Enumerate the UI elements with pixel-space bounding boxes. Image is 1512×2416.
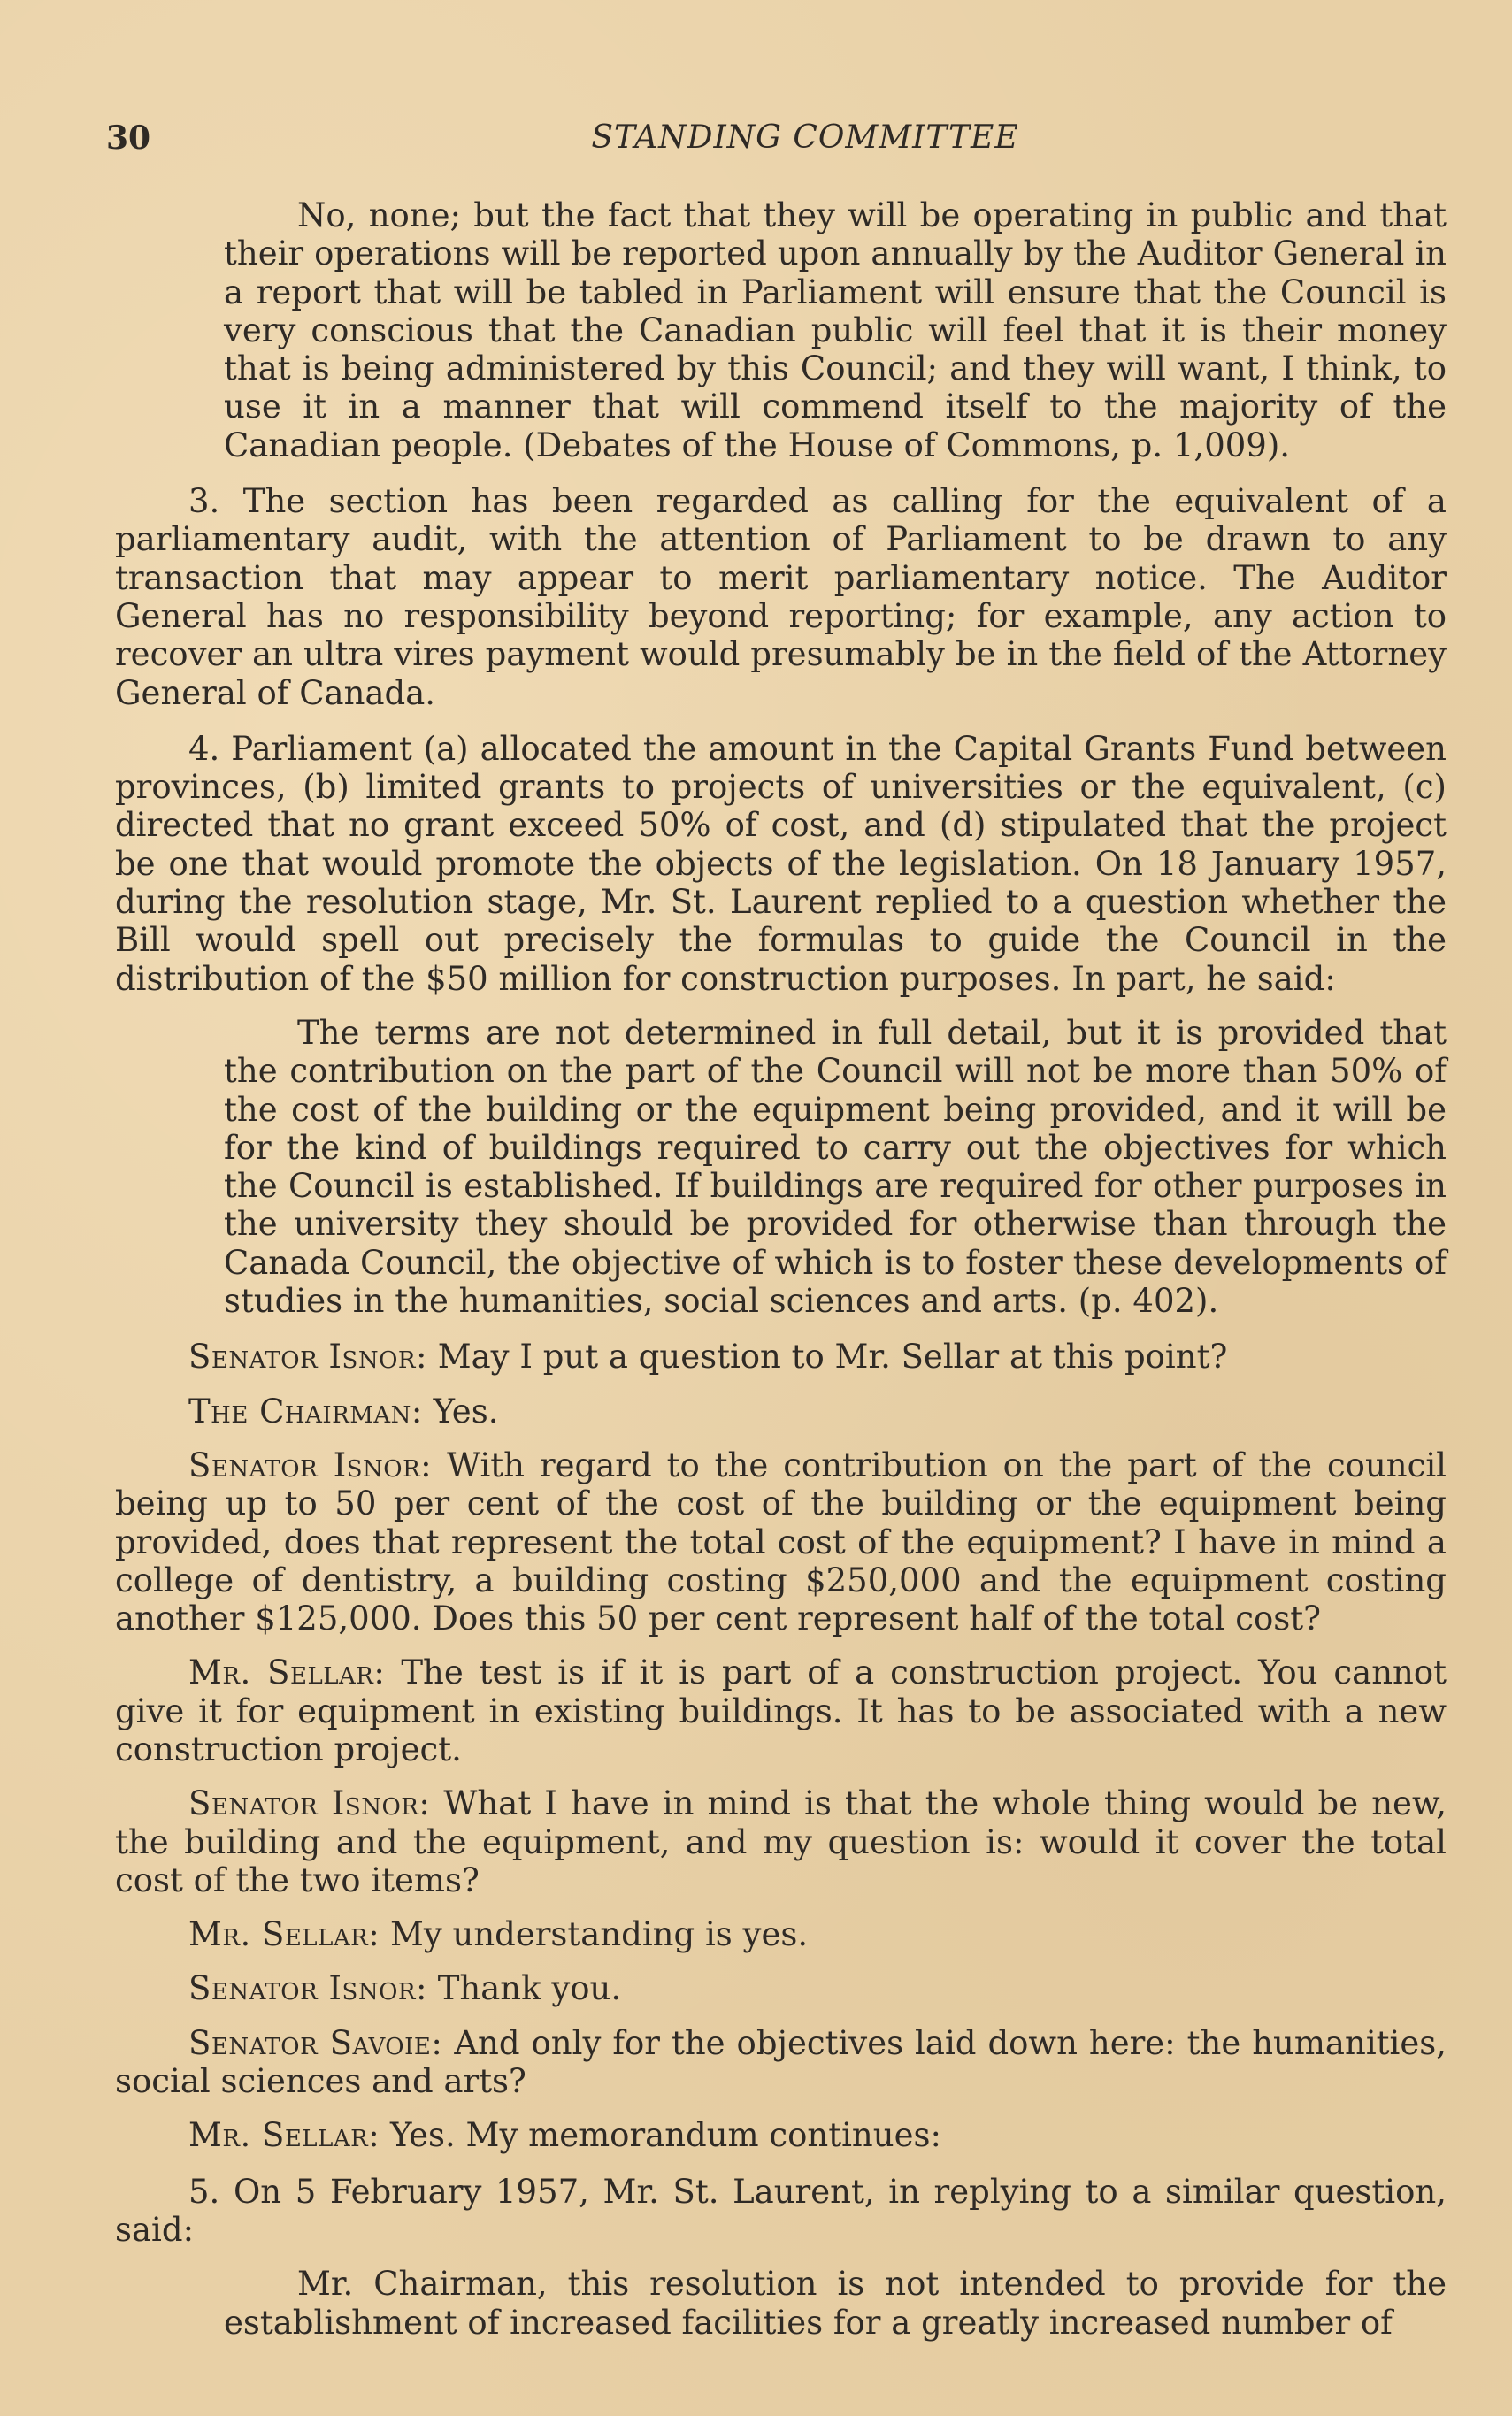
- dialogue-line: [115, 1338, 1447, 1376]
- page-header: [106, 119, 1451, 164]
- speech-text: Thank you.: [437, 1969, 622, 2008]
- speaker-name: The Chairman:: [188, 1392, 423, 1430]
- speech-text: May I put a question to Mr. Sellar at this point?: [437, 1338, 1228, 1377]
- page-number: 30: [106, 119, 151, 157]
- dialogue-line: [115, 1915, 1447, 1953]
- speaker-name: Mr. Sellar:: [188, 2116, 380, 2155]
- speech-text: Yes. My memorandum continues:: [389, 2116, 941, 2155]
- dialogue-line: [115, 1446, 1447, 1638]
- dialogue-line: [115, 2116, 1447, 2154]
- block-quote-1: No, none; but the fact that they will be operating in public and that their operations will be reported upon annually by the Auditor General in a report that will be tabled in Parliament will ensure that the Council is very conscious that the Canadian public will feel that it is their money that is being administered by this Council; and they will want, I think, to use it in a manner that will commend itself to the majority of the Canadian people. (Debates of the House of Commons, p. 1,009).: [224, 196, 1447, 464]
- speech-text: The test is if it is part of a construction project. You cannot give it for equipment in existing buildings. It has to be associated with a new construction project.: [115, 1653, 1447, 1768]
- speaker-name: Senator Savoie:: [188, 2023, 443, 2062]
- speech-text: With regard to the contribution on the part of the council being up to 50 per cent of the cost of the building or the equipment being provided, does that represent the total cost of the equipment? I have in mind a college of dentistry, a building costing $250,000 and the equipment costing another $125,000. Does this 50 per cent represent half of the total cost?: [115, 1446, 1447, 1638]
- dialogue-line: [115, 2024, 1447, 2101]
- speaker-name: Senator Isnor:: [188, 1784, 431, 1823]
- speaker-name: Senator Isnor:: [188, 1446, 433, 1484]
- block-quote-3: Mr. Chairman, this resolution is not intended to provide for the establishment of increased facilities for a greatly increased number of: [224, 2265, 1447, 2342]
- speaker-name: Mr. Sellar:: [188, 1915, 380, 1954]
- body-text: [115, 196, 1447, 2342]
- dialogue-line: [115, 1653, 1447, 1768]
- paragraph-3: 3. The section has been regarded as calling for the equivalent of a parliamentary audit, with the attention of Parliament to be drawn to any transaction that may appear to merit parliamentary notice. The Auditor General has no responsibility beyond reporting; for example, any action to recover an ultra vires payment would presumably be in the field of the Attorney General of Canada.: [115, 482, 1447, 712]
- speech-text: What I have in mind is that the whole thing would be new, the building and the equipment, and my question is: would it cover the total cost of the two items?: [115, 1784, 1447, 1899]
- speaker-name: Senator Isnor:: [188, 1338, 427, 1377]
- speech-text: Yes.: [433, 1392, 499, 1430]
- speaker-name: Mr. Sellar:: [188, 1653, 386, 1692]
- speech-text: And only for the objectives laid down here: the humanities, social sciences and arts?: [115, 2023, 1447, 2101]
- speech-text: My understanding is yes.: [389, 1915, 809, 1954]
- running-head: STANDING COMMITTEE: [591, 119, 1019, 156]
- paragraph-5: 5. On 5 February 1957, Mr. St. Laurent, in replying to a similar question, said:: [115, 2172, 1447, 2249]
- speaker-name: Senator Isnor:: [188, 1969, 427, 2008]
- paragraph-4: 4. Parliament (a) allocated the amount in the Capital Grants Fund between provinces, (b) limited grants to projects of universities or the equivalent, (c) directed that no grant exceed 50% of cost, and (d) stipulated that the project be one that would promote the objects of the legislation. On 18 January 1957, during the resolution stage, Mr. St. Laurent replied to a question whether the Bill would spell out precisely the formulas to guide the Council in the distribution of the $50 million for construction purposes. In part, he said:: [115, 729, 1447, 998]
- block-quote-2: The terms are not determined in full detail, but it is provided that the contribution on the part of the Council will not be more than 50% of the cost of the building or the equipment being provided, and it will be for the kind of buildings required to carry out the objectives for which the Council is established. If buildings are required for other purposes in the university they should be provided for otherwise than through the Canada Council, the objective of which is to foster these developments of studies in the humanities, social sciences and arts. (p. 402).: [224, 1013, 1447, 1321]
- dialogue-line: [115, 1784, 1447, 1899]
- dialogue-line: [115, 1969, 1447, 2007]
- dialogue-line: [115, 1392, 1447, 1430]
